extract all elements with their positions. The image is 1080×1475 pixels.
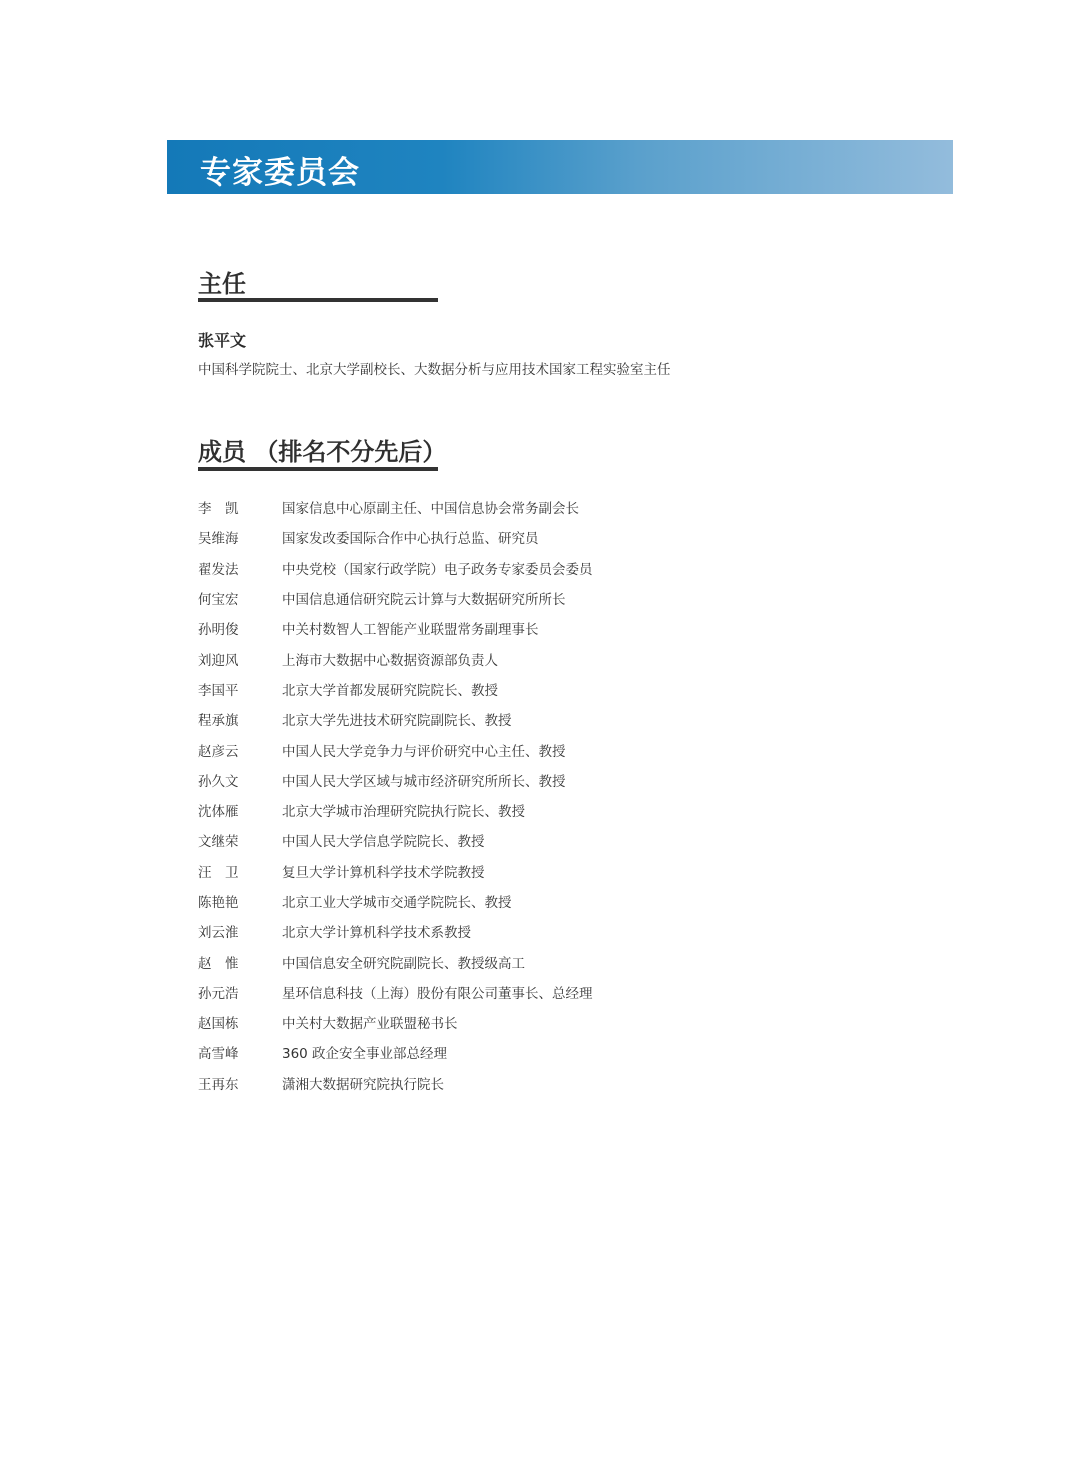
member-row <box>198 886 593 916</box>
member-row <box>198 946 593 976</box>
chair-name: 张平文 <box>198 331 247 350</box>
member-description: 360 政企安全事业部总经理 <box>282 1046 448 1063</box>
members-heading: 成员 （排名不分先后） <box>198 438 447 466</box>
member-name: 李国平 <box>198 682 239 699</box>
member-name: 孙久文 <box>198 773 239 790</box>
member-name: 高雪峰 <box>198 1046 239 1063</box>
member-description: 中关村数智人工智能产业联盟常务副理事长 <box>282 622 539 639</box>
member-description: 北京大学先进技术研究院副院长、教授 <box>282 713 512 730</box>
member-name: 陈艳艳 <box>198 895 239 911</box>
member-description: 中央党校（国家行政学院）电子政务专家委员会委员 <box>282 561 593 578</box>
member-name: 吴维海 <box>198 531 239 548</box>
member-description: 复旦大学计算机科学技术学院教授 <box>282 864 485 881</box>
member-description: 北京大学计算机科学技术系教授 <box>282 925 471 942</box>
member-description: 中国信息安全研究院副院长、教授级高工 <box>282 955 525 972</box>
member-description: 国家发改委国际合作中心执行总监、研究员 <box>282 531 539 548</box>
member-description: 中国人民大学区域与城市经济研究所所长、教授 <box>282 773 566 790</box>
member-row <box>198 704 593 734</box>
member-row <box>198 1068 593 1098</box>
member-row <box>198 1007 593 1037</box>
member-name: 孙明俊 <box>198 622 239 639</box>
member-description: 中国人民大学竞争力与评价研究中心主任、教授 <box>282 743 566 760</box>
member-name: 何宝宏 <box>198 592 239 609</box>
member-description: 上海市大数据中心数据资源部负责人 <box>282 652 498 669</box>
member-row <box>198 765 593 795</box>
members-heading-underline <box>198 467 438 471</box>
member-row <box>198 674 593 704</box>
member-name: 沈体雁 <box>198 804 239 821</box>
member-row <box>198 643 593 673</box>
member-name: 李 凯 <box>198 501 239 518</box>
members-list <box>198 492 593 1098</box>
member-name: 刘迎风 <box>198 652 239 669</box>
member-name: 刘云淮 <box>198 925 239 942</box>
member-description: 国家信息中心原副主任、中国信息协会常务副会长 <box>282 501 579 518</box>
chair-heading: 主任 <box>198 270 246 298</box>
page-title: 专家委员会 <box>200 155 360 191</box>
member-row <box>198 492 593 522</box>
member-name: 汪 卫 <box>198 864 239 881</box>
member-row <box>198 613 593 643</box>
member-name: 孙元浩 <box>198 985 239 1002</box>
member-description: 北京工业大学城市交通学院院长、教授 <box>282 895 512 911</box>
title-banner <box>167 140 953 194</box>
member-description: 潇湘大数据研究院执行院长 <box>282 1076 444 1093</box>
member-row <box>198 553 593 583</box>
member-name: 程承旗 <box>198 713 239 730</box>
member-row <box>198 977 593 1007</box>
member-name: 赵国栋 <box>198 1016 239 1033</box>
chair-heading-underline <box>198 298 438 302</box>
member-name: 赵 惟 <box>198 955 239 972</box>
member-description: 北京大学首都发展研究院院长、教授 <box>282 682 498 699</box>
member-name: 王再东 <box>198 1076 239 1093</box>
member-description: 北京大学城市治理研究院执行院长、教授 <box>282 804 525 821</box>
member-name: 翟发法 <box>198 561 239 578</box>
member-description: 中国信息通信研究院云计算与大数据研究所所长 <box>282 592 566 609</box>
chair-description: 中国科学院院士、北京大学副校长、大数据分析与应用技术国家工程实验室主任 <box>198 362 671 378</box>
member-description: 中国人民大学信息学院院长、教授 <box>282 834 485 851</box>
member-name: 赵彦云 <box>198 743 239 760</box>
member-row <box>198 916 593 946</box>
member-name: 文继荣 <box>198 834 239 851</box>
member-row <box>198 795 593 825</box>
member-row <box>198 825 593 855</box>
member-description: 星环信息科技（上海）股份有限公司董事长、总经理 <box>282 985 593 1002</box>
member-description: 中关村大数据产业联盟秘书长 <box>282 1016 458 1033</box>
member-row <box>198 583 593 613</box>
member-row <box>198 522 593 552</box>
member-row <box>198 856 593 886</box>
member-row <box>198 1037 593 1067</box>
member-row <box>198 734 593 764</box>
